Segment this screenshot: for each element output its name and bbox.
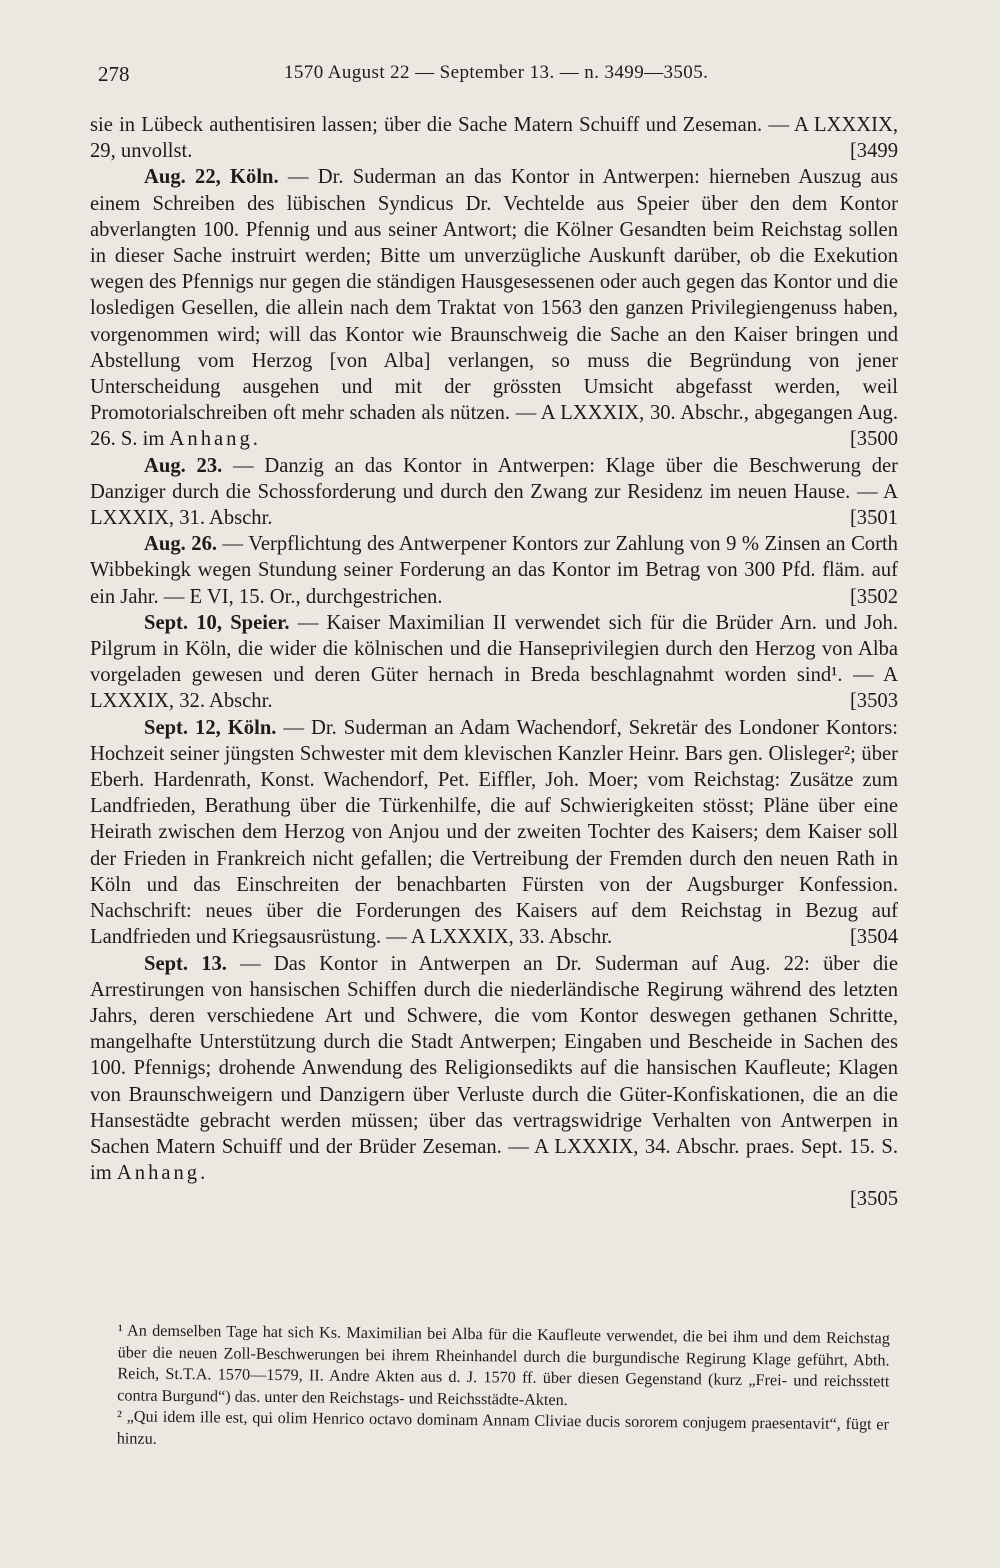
- entry-date: Aug. 23.: [144, 454, 223, 477]
- entry-text: — Verpflichtung des Antwerpener Kontors zur Zahlung von 9 % Zinsen an Corth Wibbekingk wegen Stundung seiner Forderung an das Kontor im Betrag von 300 Pfd. fläm. auf ein Jahr. — E VI, 15. Or., durchgestrichen.: [90, 533, 898, 608]
- entry-number: [3501: [849, 507, 898, 530]
- entry-date: Sept. 12, Köln.: [144, 716, 277, 739]
- entry-3505: [90, 951, 898, 1213]
- entry-date: Sept. 13.: [144, 952, 227, 975]
- entry-text: — Das Kontor in Antwerpen an Dr. Suderman auf Aug. 22: über die Arrestirungen von hansischen Schiffen durch die niederländische Regirung während des letzten Jahrs, deren verschiedene Art und Schwere, die vom Kontor deswegen gethanen Schritte, mangelhafte Unterstützung durch die Stadt Antwerpen; Eingaben und Bescheide in Sachen des 100. Pfennigs; drohende Anwendung des Religionsedikts auf die hansischen Kaufleute; Klagen von Braunschweigern und Danzigern über Verluste durch die Güter-Konfiskationen, die an die Hansestädte gebracht werden müssen; über das vertragswidrige Verhalten von Antwerpen in Sachen Matern Schuiff und der Brüder Zeseman. — A LXXXIX, 34. Abschr. praes. Sept. 15. S. im: [90, 952, 898, 1185]
- page-number: 278: [98, 62, 130, 86]
- footnote-1: ¹ An demselben Tage hat sich Ks. Maximilian bei Alba für die Kaufleute verwendet, die bei ihm und dem Reichstag über die neuen Zoll-Beschwerungen bei ihrem Rheinhandel durch die burgundische Regirung Klage geführt, Abth. Reich, St.T.A. 1570—1579, II. Andre Akten aus d. J. 1570 ff. über diesen Gegenstand (kurz „Frei- und reichsstett contra Burgund“) das. unter den Reichstags- und Reichsstädte-Akten.: [117, 1321, 890, 1409]
- continuation-text: sie in Lübeck authentisiren lassen; über die Sache Matern Schuiff und Zeseman. — A LXXXIX, 29, unvollst.: [90, 114, 898, 163]
- entry-text: — Danzig an das Kontor in Antwerpen: Klage über die Beschwerung der Danziger durch die Schossforderung und durch den Zwang zur Residenz im neuen Hause. — A LXXXIX, 31. Abschr.: [90, 454, 898, 530]
- continuation-paragraph: [90, 112, 898, 164]
- entry-3502: [90, 531, 898, 610]
- entry-3503: [90, 610, 898, 715]
- entry-text: — Dr. Suderman an Adam Wachendorf, Sekretär des Londoner Kontors: Hochzeit seiner jüngsten Schwester mit dem klevischen Kanzler Heinr. Bars gen. Olisleger²; über Eberh. Hardenrath, Konst. Wachendorf, Pet. Eiffler, Joh. Moer; vom Reichstag: Zusätze zum Landfrieden, Berathung über die Türkenhilfe, die auf Schwierigkeiten stösst; Pläne über eine Heirath zwischen dem Herzog von Anjou und der zweiten Tochter des Kaisers; dem Kaiser soll der Frieden in Frankreich nicht gefallen; die Vertreibung der Fremden durch den neuen Rath in Köln und das Einschreiten der benachbarten Fürsten von der Augsburger Konfession. Nachschrift: neues über die Forderungen des Kaisers auf dem Reichstag in Bezug auf Landfrieden und Kriegsausrüstung. — A LXXXIX, 33. Abschr.: [90, 716, 898, 949]
- entry-date: Sept. 10, Speier.: [144, 611, 290, 634]
- running-title: 1570 August 22 — September 13. — n. 3499—3505.: [284, 62, 709, 83]
- entry-number: [3505: [849, 1188, 898, 1211]
- entry-tail: Anhang.: [116, 1162, 209, 1185]
- entry-3500: [90, 164, 898, 452]
- entry-tail: Anhang.: [169, 428, 261, 451]
- main-text: [90, 112, 898, 1213]
- footnotes: [81, 1320, 890, 1457]
- entry-number: [3503: [849, 690, 898, 713]
- entry-number: [3502: [849, 585, 898, 608]
- entry-date: Aug. 22, Köln.: [144, 166, 279, 189]
- entry-text: — Kaiser Maximilian II verwendet sich für die Brüder Arn. und Joh. Pilgrum in Köln, die wider die kölnischen und die Hanseprivilegien durch den Herzog von Alba vorgeladen gewesen und deren Güter hernach in Breda beschlagnahmt worden sind¹. — A LXXXIX, 32. Abschr.: [90, 611, 898, 713]
- entry-date: Aug. 26.: [144, 533, 218, 556]
- entry-number: [3499: [849, 140, 898, 163]
- footnote-2: ² „Qui idem ille est, qui olim Henrico octavo dominam Annam Cliviae ducis sororem conjugem praesentavit“, fügt er hinzu.: [116, 1407, 890, 1448]
- running-header: [94, 62, 904, 92]
- entry-3501: [90, 453, 898, 532]
- entry-number: [3500: [849, 428, 898, 451]
- entry-3504: [90, 715, 898, 951]
- entry-text: — Dr. Suderman an das Kontor in Antwerpen: hierneben Auszug aus einem Schreiben des lübischen Syndicus Dr. Vechtelde aus Speier über den dem Kontor abverlangten 100. Pfennig und aus seiner Antwort; die Kölner Gesandten beim Reichstag sollen in dieser Sache instruirt werden; Bitte um unverzügliche Auskunft darüber, ob die Exekution wegen des Pfennigs nur gegen die ständigen Hausgesessenen oder auch gegen das Kontor und die losledigen Gesellen, die allein nach dem Traktat von 1563 den ganzen Privilegiengenuss haben, vorgenommen wird; will das Kontor wie Braunschweig die Sache an den Kaiser bringen und Abstellung vom Herzog [von Alba] verlangen, so muss die Begründung von jener Unterscheidung ausgehen und mit der grössten Umsicht abgefasst werden, weil Promotorialschreiben oft mehr schaden als nützen. — A LXXXIX, 30. Abschr., abgegangen Aug. 26. S. im: [90, 166, 898, 451]
- entry-number: [3504: [849, 926, 898, 949]
